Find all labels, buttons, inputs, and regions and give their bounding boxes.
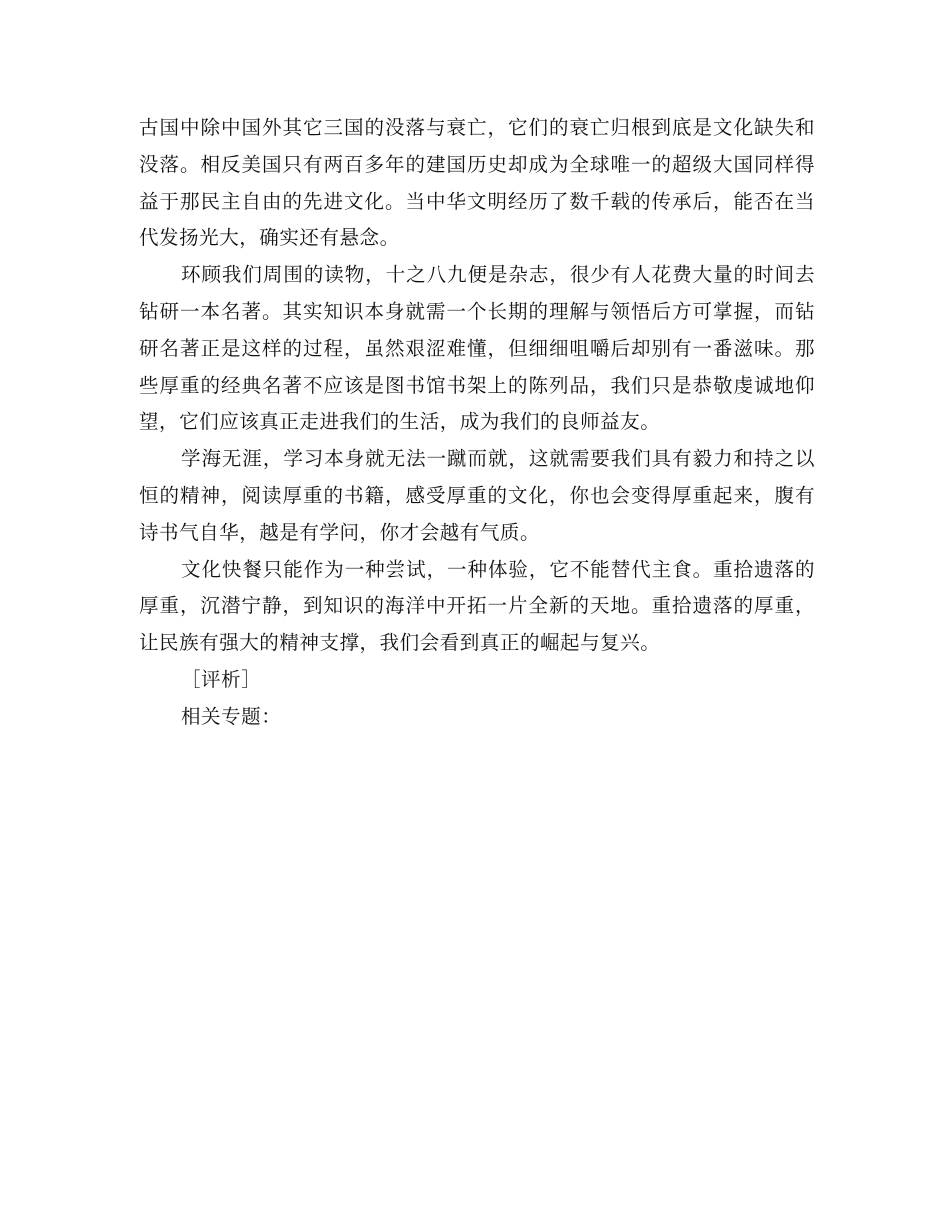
document-body: [139, 110, 815, 736]
paragraph-reading: 环顾我们周围的读物，十之八九便是杂志，很少有人花费大量的时间去钻研一本名著。其实知识本身就需一个长期的理解与领悟后方可掌握，而钻研名著正是这样的过程，虽然艰涩难懂，但细细咀嚼后却别有一番滋味。那些厚重的经典名著不应该是图书馆书架上的陈列品，我们只是恭敬虔诚地仰望，它们应该真正走进我们的生活，成为我们的良师益友。: [139, 263, 815, 434]
related-topics-label: 相关专题：: [181, 704, 282, 728]
paragraph-continuation: 古国中除中国外其它三国的没落与衰亡，它们的衰亡归根到底是文化缺失和没落。相反美国只有两百多年的建国历史却成为全球唯一的超级大国同样得益于那民主自由的先进文化。当中华文明经历了数千载的传承后，能否在当代发扬光大，确实还有悬念。: [139, 116, 815, 250]
comment-label: ［评析］: [181, 667, 262, 691]
paragraph-conclusion: 文化快餐只能作为一种尝试，一种体验，它不能替代主食。重拾遗落的厚重，沉潜宁静，到知识的海洋中开拓一片全新的天地。重拾遗落的厚重，让民族有强大的精神支撑，我们会看到真正的崛起与复兴。: [139, 557, 815, 655]
paragraph-learning: 学海无涯，学习本身就无法一蹴而就，这就需要我们具有毅力和持之以恒的精神，阅读厚重的书籍，感受厚重的文化，你也会变得厚重起来，腹有诗书气自华，越是有学问，你才会越有气质。: [139, 447, 815, 544]
